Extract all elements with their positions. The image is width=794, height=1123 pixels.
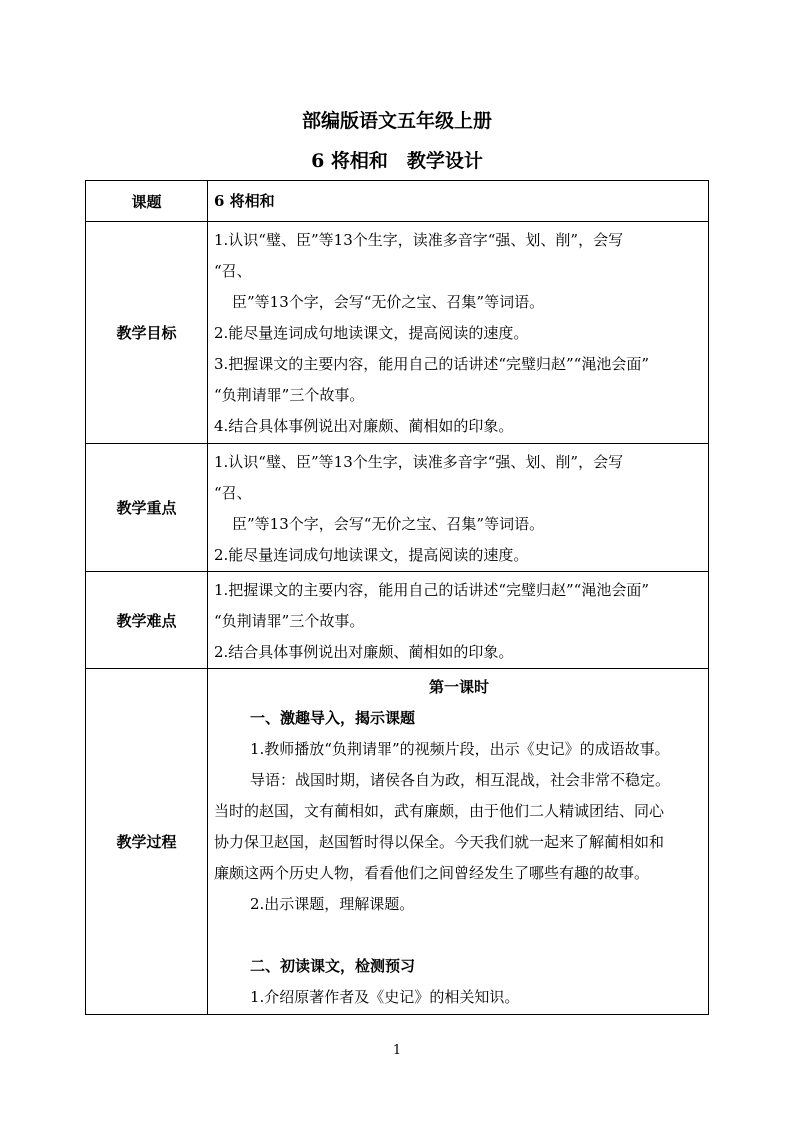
table-row-key-points: [86, 444, 709, 572]
list-item: 1.把握课文的主要内容，能用自己的话讲述“完璧归赵”“渑池会面”: [214, 581, 649, 599]
blank-line: [214, 920, 704, 951]
key-points-content: [208, 444, 709, 572]
objectives-content: [208, 222, 709, 444]
paragraph-line: 当时的赵国，文有蔺相如，武有廉颇，由于他们二人精诚团结、同心: [214, 802, 665, 820]
process-label: 教学过程: [86, 669, 208, 1015]
topic-value: 6 将相和: [208, 181, 709, 222]
lesson-plan-table: [85, 180, 709, 1015]
difficulties-content: [208, 572, 709, 669]
paragraph-line: 导语：战国时期，诸侯各自为政，相互混战，社会非常不稳定。: [250, 771, 671, 789]
list-item: 1.认识“璧、臣”等13个生字，读准多音字“强、划、削”，会写: [214, 453, 624, 471]
list-item: 4.结合具体事例说出对廉颇、蔺相如的印象。: [214, 417, 514, 435]
table-row-objectives: [86, 222, 709, 444]
list-item: “负荆请罪”三个故事。: [214, 386, 365, 404]
section-heading: 二、初读课文，检测预习: [250, 957, 416, 975]
topic-label: 课题: [86, 181, 208, 222]
table-row-difficulties: [86, 572, 709, 669]
key-points-label: 教学重点: [86, 444, 208, 572]
list-item: 3.把握课文的主要内容，能用自己的话讲述“完璧归赵”“渑池会面”: [214, 355, 649, 373]
list-item: 2.结合具体事例说出对廉颇、蔺相如的印象。: [214, 643, 514, 661]
difficulties-label: 教学难点: [86, 572, 208, 669]
table-row-topic: [86, 181, 709, 222]
paragraph-line: 1.介绍原著作者及《史记》的相关知识。: [250, 988, 520, 1006]
paragraph-line: 1.教师播放“负荆请罪”的视频片段，出示《史记》的成语故事。: [250, 740, 670, 758]
document-title: 部编版语文五年级上册: [301, 110, 492, 132]
section-heading: 一、激趣导入，揭示课题: [250, 709, 416, 727]
document-subtitle: 6 将相和 教学设计: [311, 150, 483, 172]
list-item: “召、: [214, 262, 252, 280]
list-item: 2.能尽量连词成句地读课文，提高阅读的速度。: [214, 324, 529, 342]
list-item: 2.能尽量连词成句地读课文，提高阅读的速度。: [214, 546, 529, 564]
list-item: “负荆请罪”三个故事。: [214, 612, 365, 630]
list-item: 臣”等13个字，会写“无价之宝、召集”等词语。: [232, 515, 545, 533]
process-content: [208, 669, 709, 1015]
paragraph-line: 协力保卫赵国，赵国暂时得以保全。今天我们就一起来了解蔺相如和: [214, 833, 665, 851]
paragraph-line: 廉颇这两个历史人物，看看他们之间曾经发生了哪些有趣的故事。: [214, 864, 650, 882]
paragraph-line: 2.出示课题，理解课题。: [250, 895, 415, 913]
list-item: 1.认识“璧、臣”等13个生字，读准多音字“强、划、削”，会写: [214, 231, 624, 249]
table-row-process: [86, 669, 709, 1015]
list-item: 臣”等13个字，会写“无价之宝、召集”等词语。: [232, 293, 545, 311]
list-item: “召、: [214, 484, 252, 502]
objectives-label: 教学目标: [86, 222, 208, 444]
page-number: 1: [392, 1043, 402, 1058]
lesson-period-title: 第一课时: [428, 678, 489, 696]
